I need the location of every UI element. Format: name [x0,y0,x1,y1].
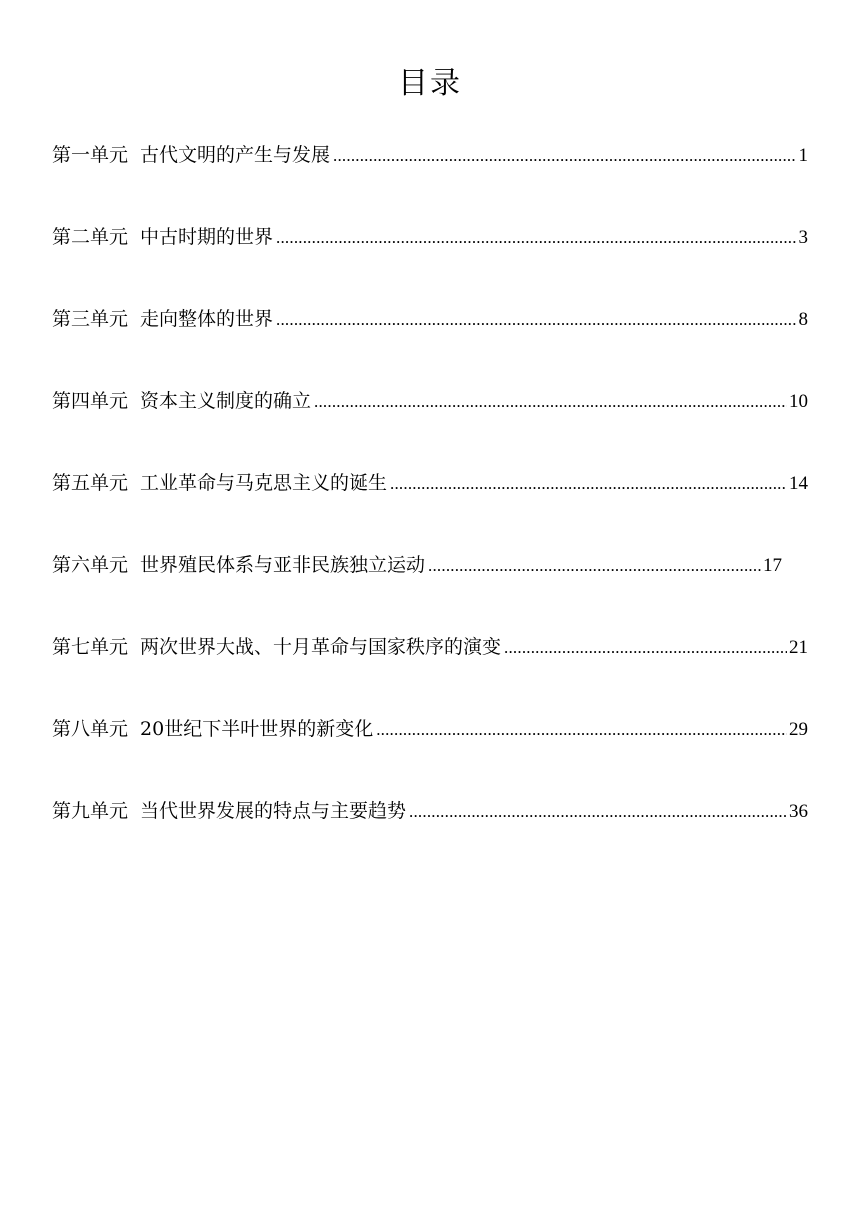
toc-entry-title: 世界殖民体系与亚非民族独立运动 [140,554,426,576]
toc-unit-label: 第一单元 [52,144,129,166]
toc-entry-7[interactable] [52,630,808,712]
dot-leader [504,631,787,665]
toc-entry-title: 两次世界大战、十月革命与国家秩序的演变 [140,636,502,658]
dot-leader [333,139,796,173]
toc-page-number: 29 [789,719,808,740]
toc-unit-label: 第七单元 [52,636,129,658]
toc-entry-6[interactable] [52,548,782,630]
dot-leader [314,385,787,419]
toc-page-number: 21 [789,637,808,658]
toc-entry-title: 古代文明的产生与发展 [140,144,331,166]
toc-page-number: 10 [789,391,808,412]
dot-leader [276,221,796,255]
page-title: 目录 [398,66,462,101]
toc-page-number: 14 [789,473,808,494]
toc-unit-label: 第九单元 [52,800,129,822]
dot-leader [390,467,787,501]
toc-unit-label: 第五单元 [52,472,129,494]
dot-leader [376,713,787,747]
toc-entry-title: 资本主义制度的确立 [140,390,312,412]
toc-entry-8[interactable] [52,712,808,794]
toc-entry-title: 当代世界发展的特点与主要趋势 [140,800,407,822]
toc-entry-2[interactable] [52,220,808,302]
toc-entry-title: 20世纪下半叶世界的新变化 [140,718,374,740]
toc-entry-9[interactable] [52,794,808,876]
toc-unit-label: 第三单元 [52,308,129,330]
toc-entry-title: 走向整体的世界 [140,308,274,330]
toc-entry-title: 工业革命与马克思主义的诞生 [140,472,388,494]
toc-unit-label: 第二单元 [52,226,129,248]
toc-page-number: 3 [798,227,808,248]
toc-unit-label: 第六单元 [52,554,129,576]
dot-leader [276,303,796,337]
toc-unit-label: 第八单元 [52,718,129,740]
toc-page-number: 17 [763,555,782,576]
toc-entry-1[interactable] [52,138,808,220]
toc-entry-title: 中古时期的世界 [140,226,274,248]
toc-page-number: 36 [789,801,808,822]
toc-entry-5[interactable] [52,466,808,548]
toc-page-number: 1 [798,145,808,166]
dot-leader [409,795,787,829]
toc-entry-3[interactable] [52,302,808,384]
toc-page-number: 8 [798,309,808,330]
dot-leader [428,549,761,583]
table-of-contents [52,138,808,876]
toc-entry-4[interactable] [52,384,808,466]
toc-unit-label: 第四单元 [52,390,129,412]
